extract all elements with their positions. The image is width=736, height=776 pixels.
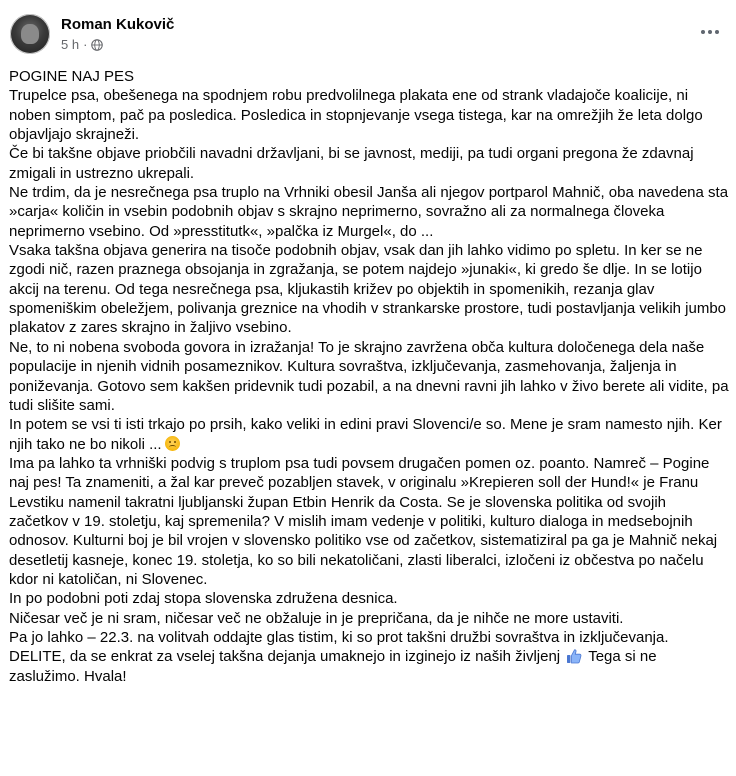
post-paragraph: Pa jo lahko – 22.3. na volitvah oddajte glas tistim, ki so prot takšni družbi sovraštva in izključevanja.	[9, 628, 669, 646]
author-name[interactable]: Roman Kukovič	[61, 16, 175, 33]
post-body	[9, 67, 729, 686]
post-header	[10, 12, 174, 56]
post-paragraph: Trupelce psa, obešenega na spodnjem robu predvolilnega plakata ene od strank vladajoče koalicije, ni noben simptom, pač pa posledica. Posledica in stopnjevanje vsega tistega, kar na omrežjih že leta dolgo objavljajo skrajneži.	[9, 87, 703, 144]
globe-icon[interactable]	[91, 39, 103, 51]
post-paragraph: Ima pa lahko ta vrhniški podvig s truplom psa tudi povsem drugačen pomen oz. poanto. Namreč – Pogine naj pes! Ta znameniti, a žal kar preveč pozabljen stavek, v originalu »Krepieren soll der Hund!« je Franu Levstiku namenil takratni ljubljanski župan Etbin Henrik da Costa. Se je slovenska politika od svojih začetkov v 19. stoletju, kaj spremenila? V mislih imam vedenje v politiki, kulturo dialoga in medsebojnih odnosov. Kulturni boj je bil vrojen v slovensko politiko vse od začetkov, sistematiziral pa ga je Mahnič nekaj desetletij kasneje, konec 19. stoletja, ko so bili nekatoličani, zlasti liberalci, izločeni iz občestva po načelu kdor ni katoličan, ni Slovenec.	[9, 454, 718, 588]
post-paragraph-text: In potem se vsi ti isti trkajo po prsih, kako veliki in edini pravi Slovenci/e so. Mene je sram namesto njih. Ker njih tako ne bo nikoli ...	[9, 416, 722, 453]
sad-face-icon	[165, 436, 180, 451]
post-paragraph: Ne, to ni nobena svoboda govora in izražanja! To je skrajno zavržena obča kultura določenega dela naše populacije in njenih vidnih posameznikov. Kultura sovraštva, izključevanja, zasmehovanja, žaljenja in poniževanja. Gotovo sem kakšen pridevnik tudi pozabil, a na dnevni ravni jih lahko v živo berete ali vidite, pa tudi slišite sami.	[9, 338, 729, 414]
more-options-icon[interactable]	[698, 22, 722, 42]
post-paragraph: POGINE NAJ PES	[9, 68, 135, 85]
post-paragraph-with-emoji	[9, 415, 729, 454]
post-paragraph: Ničesar več je ni sram, ničesar več ne obžaluje in je prepričana, da je nihče ne more ustaviti.	[9, 609, 624, 627]
post-meta	[61, 15, 174, 53]
author-avatar[interactable]	[10, 14, 50, 54]
separator-dot: ·	[83, 37, 88, 52]
post-paragraph: In po podobni poti zdaj stopa slovenska združena desnica.	[9, 590, 398, 608]
post-paragraph-last	[9, 647, 729, 686]
post-timestamp[interactable]: 5 h	[61, 37, 80, 52]
post-paragraph: Ne trdim, da je nesrečnega psa truplo na Vrhniki obesil Janša ali njegov portparol Mahnič, oba navedena sta »carja« količin in vsebin podobnih objav s skrajno neprimerno, sovražno ali za normalnega človeka neprimerno vsebino. Od »presstitutk«, »palčka iz Murgel«, do ...	[9, 184, 729, 240]
post-paragraph-text: Tega si ne zaslužimo. Hvala!	[9, 648, 657, 685]
post-subline	[61, 36, 174, 53]
post-paragraph: Vsaka takšna objava generira na tisoče podobnih objav, vsak dan jih lahko vidimo po spletu. In ker se ne zgodi nič, razen praznega obsojanja in zgražanja, se potem najdejo »junaki«, ki gredo še dlje. In se lotijo akcij na terenu. Od tega nesrečnega psa, kljukastih križev po objektih in spomenikih, rezanja glav spomeniškim obeležjem, polivanja greznice na vhodih v strankarske prostore, tudi postavljanja velikih jumbo plakatov z zares skrajno in žaljivo vsebino.	[9, 242, 727, 337]
post-paragraph-text: DELITE, da se enkrat za vselej takšna dejanja umaknejo in izginejo iz naših življenj	[9, 648, 561, 666]
thumbs-up-icon	[566, 648, 582, 664]
post-paragraph: Če bi takšne objave priobčili navadni državljani, bi se javnost, mediji, pa tudi organi pregona že zdavnaj zmigali in ustrezno ukrepali.	[9, 145, 694, 182]
